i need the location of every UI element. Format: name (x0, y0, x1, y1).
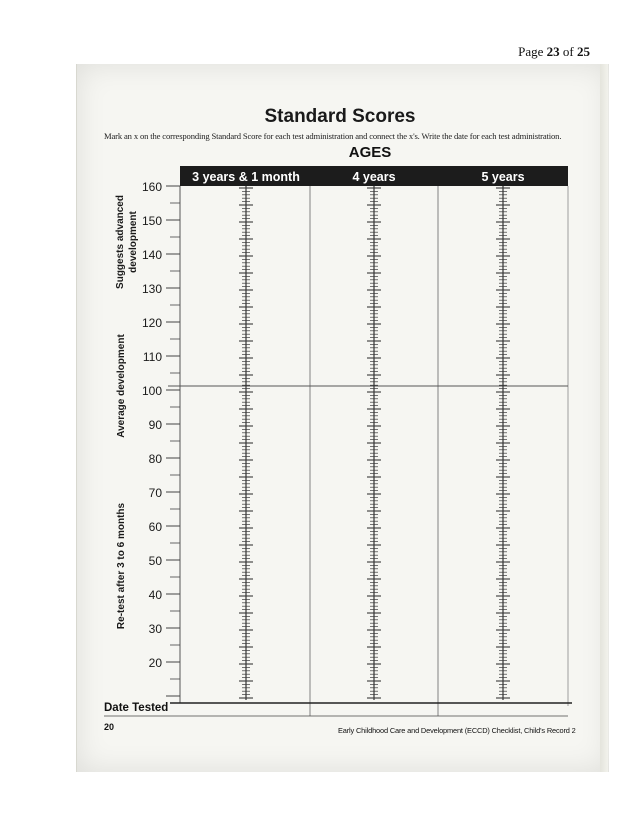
score-label: 60 (148, 520, 162, 534)
side-label-average: Average development (116, 334, 127, 438)
source-page-number: 20 (104, 722, 115, 732)
score-label: 160 (141, 180, 162, 194)
ages-heading: AGES (348, 144, 392, 161)
page-total: 25 (577, 44, 590, 59)
score-label: 20 (148, 656, 162, 670)
score-label: 50 (148, 554, 162, 568)
footer-text: Early Childhood Care and Development (ECCD) Checklist, Child's Record 2 (338, 726, 576, 735)
side-label-retest: Re-test after 3 to 6 months (116, 502, 127, 630)
document-title: Standard Scores (264, 106, 416, 127)
score-label: 130 (141, 282, 162, 296)
side-label-advanced-line2: development (128, 211, 139, 273)
score-label: 30 (148, 622, 162, 636)
instructions-text: Mark an x on the corresponding Standard Score for each test administration and connect the x's. Write the date for each test administration. (104, 131, 562, 141)
score-label: 100 (141, 384, 162, 398)
side-label-advanced (115, 195, 139, 289)
side-label-advanced-line1: Suggests advanced (115, 195, 126, 289)
score-label: 110 (142, 350, 162, 364)
page-current: 23 (546, 44, 560, 59)
score-label: 40 (148, 588, 162, 602)
page-separator: of (559, 44, 577, 59)
score-label: 150 (141, 214, 162, 228)
age-column-label: 4 years (352, 170, 396, 184)
score-label: 120 (141, 316, 162, 330)
score-label: 70 (148, 486, 162, 500)
age-column-label: 3 years & 1 month (192, 170, 300, 184)
score-label: 140 (141, 248, 162, 262)
date-tested-label: Date Tested (104, 702, 169, 714)
score-label: 90 (148, 418, 162, 432)
page-prefix: Page (518, 44, 547, 59)
score-label: 80 (148, 452, 162, 466)
age-column-label: 5 years (481, 170, 525, 184)
